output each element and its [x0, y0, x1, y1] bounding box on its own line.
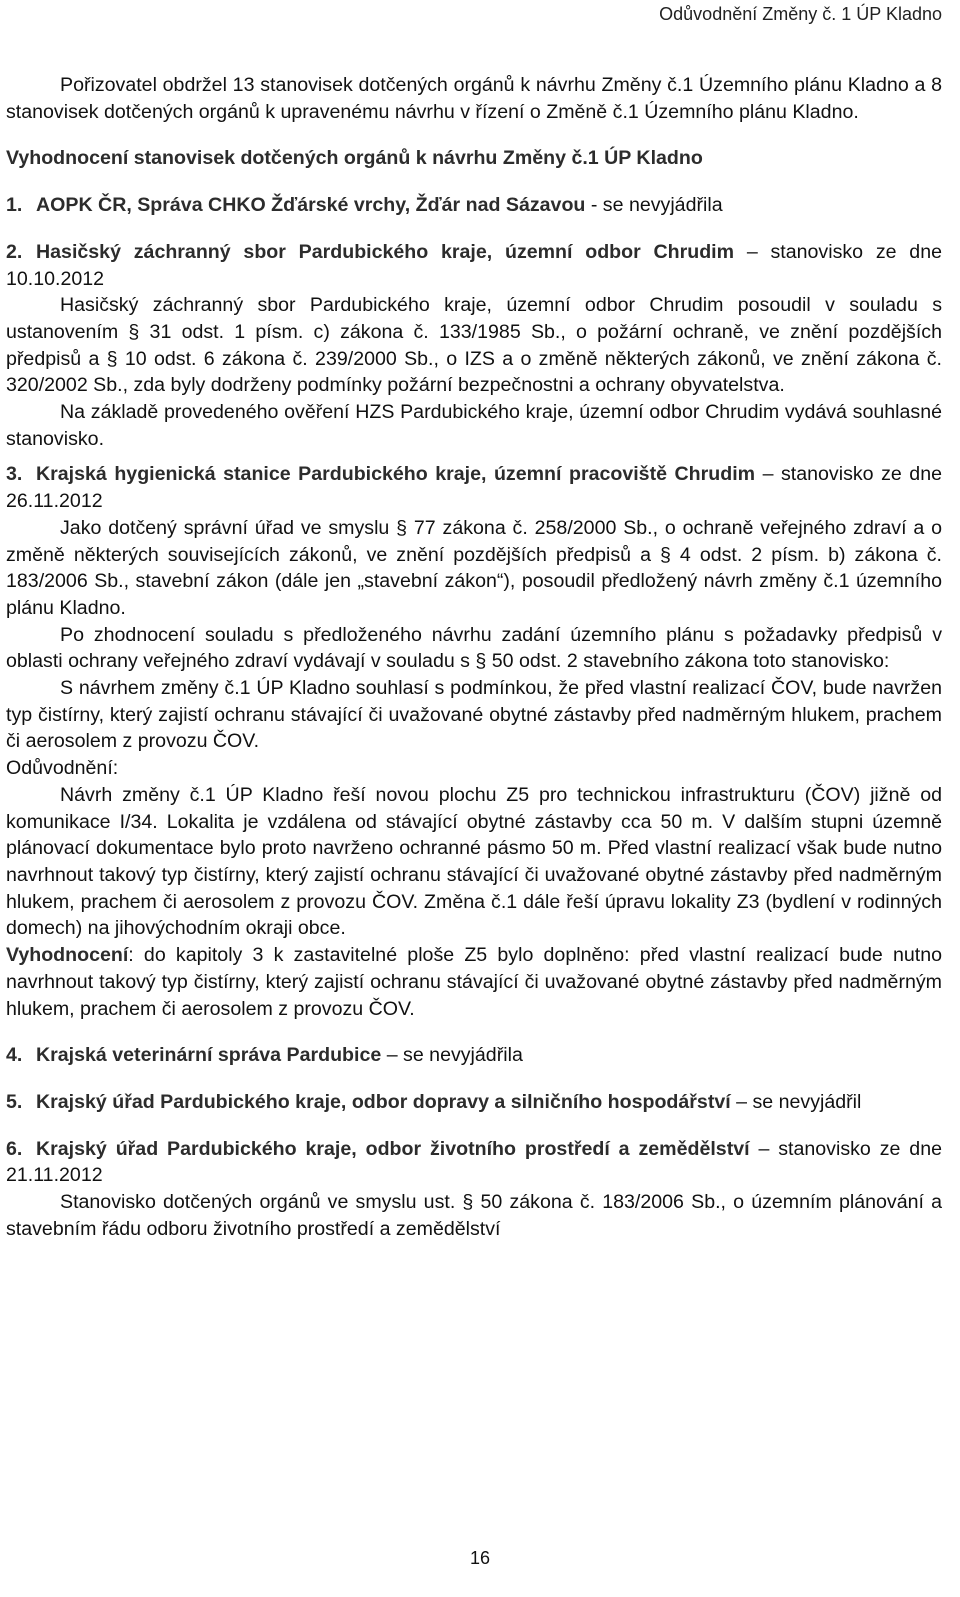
document-body — [6, 72, 942, 1242]
item-3-paragraph-2: Po zhodnocení souladu s předloženého návrhu zadání územního plánu s požadavky předpisů v oblasti ochrany veřejného zdraví vydávají v souladu s § 50 odst. 2 stavebního zákona toto stanovisko: — [6, 623, 942, 673]
item-6 — [6, 1136, 942, 1189]
item-3-evaluation — [6, 942, 942, 1022]
item-suffix: – stanovisko ze dne 10.10.2012 — [6, 240, 942, 290]
item-3-reason-text: Návrh změny č.1 ÚP Kladno řeší novou plochu Z5 pro technickou infrastrukturu (ČOV) jižně od komunikace I/34. Lokalita je vzdálena od stávající obytné zástavby cca 50 m. V dalším stupni územně plánovací dokumentace bylo proto navrženo ochranné pásmo 50 m. Před vlastní realizací však bude nutno navrhnout takový typ čistírny, který zajistí ochranu stávající či uvažované obytné zástavby před nadměrným hlukem, prachem či aerosolem z provozu ČOV. Změna č.1 dále řeší úpravu lokality Z3 (bydlení v rodinných domech) na jihovýchodním okraji obce. — [6, 783, 942, 940]
item-suffix: – se nevyjádřil — [730, 1090, 862, 1113]
item-number: 5. — [6, 1090, 23, 1113]
item-2 — [6, 239, 942, 292]
item-number: 1. — [6, 194, 23, 217]
item-name: Hasičský záchranný sbor Pardubického kraje, územní odbor Chrudim — [36, 240, 735, 263]
item-1 — [6, 192, 942, 219]
item-suffix: - se nevyjádřila — [585, 194, 723, 217]
item-3-paragraph-1: Jako dotčený správní úřad ve smyslu § 77 zákona č. 258/2000 Sb., o ochraně veřejného zdraví a o změně některých souvisejících zákonů, ve znění pozdějších předpisů a § 4 odst. 2 písm. b) zákona č. 183/2006 Sb., stavební zákon (dále jen „stavební zákon“), posoudil předložený návrh změny č.1 územního plánu Kladno. — [6, 516, 942, 619]
item-number: 6. — [6, 1137, 23, 1160]
item-6-paragraph-1: Stanovisko dotčených orgánů ve smyslu ust. § 50 zákona č. 183/2006 Sb., o územním plánování a stavebním řádu odboru životního prostředí a zemědělství — [6, 1191, 942, 1240]
item-number: 2. — [6, 240, 23, 263]
item-suffix: – stanovisko ze dne 21.11.2012 — [6, 1137, 942, 1187]
item-number: 3. — [6, 463, 23, 486]
item-name: AOPK ČR, Správa CHKO Žďárské vrchy, Žďár nad Sázavou — [36, 194, 586, 217]
evaluation-text: : do kapitoly 3 k zastavitelné ploše Z5 bylo doplněno: před vlastní realizací bude nutno navrhnout takový typ čistírny, který zajistí ochranu stávající či uvažované obytné zástavby před nadměrným hlukem, prachem či aerosolem z provozu ČOV. — [6, 944, 942, 1020]
item-suffix: – stanovisko ze dne 26.11.2012 — [6, 463, 942, 513]
item-4 — [6, 1042, 942, 1069]
item-name: Krajská veterinární správa Pardubice — [36, 1044, 382, 1067]
item-2-paragraph-1: Hasičský záchranný sbor Pardubického kraje, územní odbor Chrudim posoudil v souladu s ustanovením § 31 odst. 1 písm. c) zákona č. 133/1985 Sb., o požární ochraně, ve znění pozdějších předpisů a § 10 odst. 6 zákona č. 239/2000 Sb., o IZS a o změně některých zákonů, ve znění zákona č. 320/2002 Sb., zda byly dodrženy podmínky požární bezpečnostni a ochrany obyvatelstva. — [6, 294, 942, 397]
item-3-reason-label: Odůvodnění: — [6, 757, 119, 780]
item-5 — [6, 1089, 942, 1116]
section-title: Vyhodnocení stanovisek dotčených orgánů k návrhu Změny č.1 ÚP Kladno — [6, 147, 703, 170]
running-header: Odůvodnění Změny č. 1 ÚP Kladno — [659, 4, 942, 24]
item-3 — [6, 461, 942, 514]
item-name: Krajský úřad Pardubického kraje, odbor dopravy a silničního hospodářství — [36, 1090, 731, 1113]
item-suffix: – se nevyjádřila — [381, 1044, 523, 1067]
page-number: 16 — [469, 1548, 491, 1568]
item-2-paragraph-2: Na základě provedeného ověření HZS Pardubického kraje, územní odbor Chrudim vydává souhlasné stanovisko. — [6, 401, 942, 450]
item-3-paragraph-3: S návrhem změny č.1 ÚP Kladno souhlasí s podmínkou, že před vlastní realizací ČOV, bude navržen typ čistírny, který zajistí ochranu stávající či uvažované obytné zástavby před nadměrným hlukem, prachem či aerosolem z provozu ČOV. — [6, 677, 942, 753]
item-number: 4. — [6, 1044, 23, 1067]
item-name: Krajská hygienická stanice Pardubického kraje, územní pracoviště Chrudim — [36, 463, 756, 486]
intro-paragraph: Pořizovatel obdržel 13 stanovisek dotčených orgánů k návrhu Změny č.1 Územního plánu Kladno a 8 stanovisek dotčených orgánů k upravenému návrhu v řízení o Změně č.1 Územního plánu Kladno. — [6, 74, 942, 123]
evaluation-label: Vyhodnocení — [6, 944, 129, 967]
item-name: Krajský úřad Pardubického kraje, odbor životního prostředí a zemědělství — [36, 1137, 750, 1160]
